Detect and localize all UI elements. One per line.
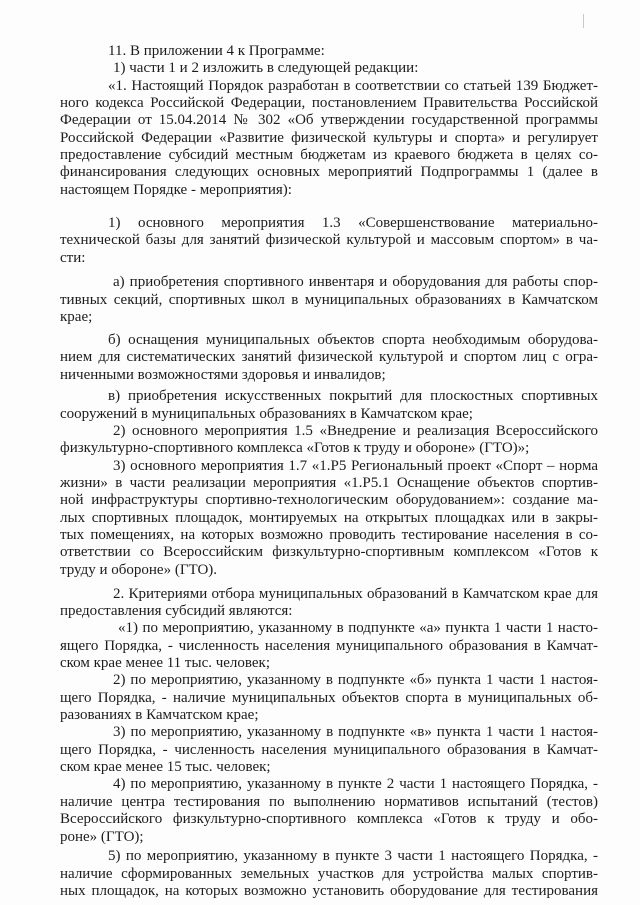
line-text: 2) основного мероприятия 1.5 «Внедрение и реализация Всероссийского [113, 423, 598, 439]
line-text: сти: [60, 250, 86, 266]
document-line [0, 59, 640, 77]
line-text: 5) по мероприятию, указанному в пункте 3 части 1 настоящего Порядка, - [108, 848, 598, 864]
document-line [0, 214, 640, 232]
line-text: разованиях в Камчатском крае; [60, 707, 259, 723]
line-text: ящего Порядка, - численность населения муниципального образования в Камчат- [60, 638, 598, 654]
line-text: Федерации от 15.04.2014 № 302 «Об утверждении государственной программы [60, 112, 598, 128]
line-text: Всероссийского физкультурно-спортивного комплекса «Готов к труду и обо- [60, 811, 598, 827]
document-line [0, 439, 640, 457]
line-text: крае; [60, 309, 93, 325]
document-line [0, 366, 640, 384]
line-text: физкультурно-спортивного комплекса «Готов к труду и обороне» (ГТО)»; [60, 440, 530, 456]
document-line [0, 828, 640, 846]
document-line [0, 387, 640, 405]
line-text: ответствии со Всероссийским физкультурно-спортивным комплексом «Готов к [60, 544, 598, 560]
line-text: тых помещениях, на которых возможно проводить тестирование населения в со- [60, 527, 598, 543]
document-line [0, 865, 640, 883]
document-line [0, 77, 640, 95]
line-text: в) приобретения искусственных покрытий для плоскостных спортивных [108, 388, 598, 404]
line-text: наличие центра тестирования по выполнению нормативов испытаний (тестов) [60, 794, 598, 810]
document-line [0, 331, 640, 349]
line-text: нием для систематических занятий физической культурой и спортом лиц с огра- [60, 349, 598, 365]
line-text: 3) основного мероприятия 1.7 «1.Р5 Региональный проект «Спорт – норма [113, 458, 598, 474]
line-text: 3) по мероприятию, указанному в подпункте «в» пункта 1 части 1 настоя- [113, 724, 598, 740]
document-line [0, 163, 640, 181]
document-line [0, 146, 640, 164]
document-line [0, 111, 640, 129]
line-text: роне» (ГТО); [60, 829, 144, 845]
line-text: ском крае менее 11 тыс. человек; [60, 655, 271, 671]
document-line [0, 422, 640, 440]
line-text: б) оснащения муниципальных объектов спорта необходимым оборудова- [108, 332, 598, 348]
document-line [0, 775, 640, 793]
line-text: 1) основного мероприятия 1.3 «Совершенствование материально- [108, 215, 598, 231]
line-text: предоставления субсидий являются: [60, 603, 293, 619]
line-text: ных площадок, на которых возможно установить оборудование для тестирования [60, 883, 598, 899]
line-text: тивных секций, спортивных школ в муниципальных образованиях в Камчатском [60, 292, 598, 308]
line-text: технической базы для занятий физической культурой и массовым спортом» в ча- [60, 232, 598, 248]
document-line [0, 723, 640, 741]
line-text: 4) по мероприятию, указанному в пункте 2 части 1 настоящего Порядка, - [113, 776, 598, 792]
document-line [0, 457, 640, 475]
line-text: наличие сформированных земельных участков для устройства малых спортив- [60, 866, 598, 882]
line-text: предоставление субсидий местным бюджетам из краевого бюджета в целях со- [60, 147, 598, 163]
line-text: ниченными возможностями здоровья и инвалидов; [60, 367, 386, 383]
document-line [0, 273, 640, 291]
document-line [0, 291, 640, 309]
line-text: «1. Настоящий Порядок разработан в соответствии со статьей 139 Бюджет- [108, 78, 598, 94]
document-line [0, 561, 640, 579]
document-line [0, 526, 640, 544]
scan-mark [583, 14, 584, 28]
document-line [0, 793, 640, 811]
line-text: 11. В приложении 4 к Программе: [108, 43, 325, 59]
document-line [0, 94, 640, 112]
document-line [0, 181, 640, 199]
line-text: 2. Критериями отбора муниципальных образований в Камчатском крае для [113, 586, 598, 602]
line-text: щего Порядка, - численность населения муниципального образования в Камчат- [60, 742, 598, 758]
document-line [0, 405, 640, 423]
document-line [0, 619, 640, 637]
line-text: 1) части 1 и 2 изложить в следующей редакции: [113, 60, 419, 76]
document-line [0, 543, 640, 561]
line-text: ском крае менее 15 тыс. человек; [60, 759, 271, 775]
line-text: жизни» в части реализации мероприятия «1.Р5.1 Оснащение объектов спортив- [60, 475, 598, 491]
line-text: лых спортивных площадок, монтируемых на открытых площадках или в закры- [60, 510, 598, 526]
document-line [0, 637, 640, 655]
document-line [0, 810, 640, 828]
document-line [0, 491, 640, 509]
line-text: а) приобретения спортивного инвентаря и оборудования для работы спор- [113, 274, 598, 290]
document-line [0, 474, 640, 492]
document-line [0, 671, 640, 689]
document-line [0, 129, 640, 147]
line-text: 2) по мероприятию, указанному в подпункте «б» пункта 1 части 1 настоя- [113, 672, 598, 688]
line-text: Российской Федерации «Развитие физической культуры и спорта» и регулирует [60, 130, 598, 146]
document-line [0, 758, 640, 776]
line-text: сооружений в муниципальных образованиях в Камчатском крае; [60, 406, 473, 422]
document-line [0, 689, 640, 707]
document-line [0, 882, 640, 900]
document-line [0, 585, 640, 603]
line-text: труду и обороне» (ГТО). [60, 562, 218, 578]
document-line [0, 308, 640, 326]
line-text: «1) по мероприятию, указанному в подпункте «а» пункта 1 части 1 насто- [118, 620, 598, 636]
line-text: щего Порядка, - наличие муниципальных объектов спорта в муниципальных об- [60, 690, 598, 706]
line-text: ной инфраструктуры спортивно-технологическим оборудованием»: создание ма- [60, 492, 598, 508]
document-line [0, 348, 640, 366]
document-line [0, 847, 640, 865]
document-line [0, 602, 640, 620]
document-line [0, 249, 640, 267]
document-line [0, 654, 640, 672]
document-line [0, 42, 640, 60]
line-text: финансирования следующих основных мероприятий Подпрограммы 1 (далее в [60, 164, 598, 180]
line-text: ного кодекса Российской Федерации, постановлением Правительства Российской [60, 95, 598, 111]
document-line [0, 509, 640, 527]
document-line [0, 231, 640, 249]
document-line [0, 741, 640, 759]
line-text: настоящем Порядке - мероприятия): [60, 182, 292, 198]
document-line [0, 706, 640, 724]
